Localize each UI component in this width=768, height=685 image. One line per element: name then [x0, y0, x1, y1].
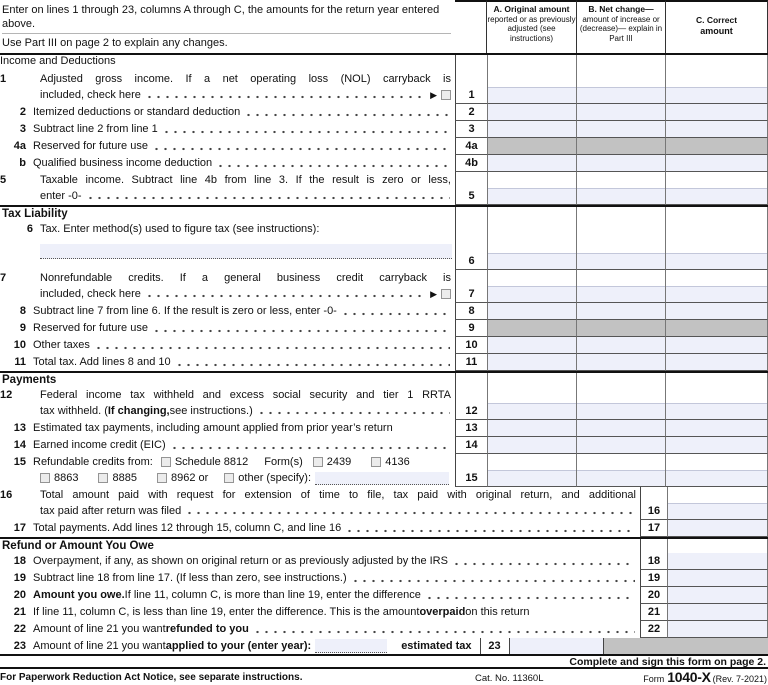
line11-colB-input[interactable] — [577, 354, 665, 370]
header-spacer — [455, 0, 486, 53]
other-checkbox[interactable] — [224, 473, 234, 483]
line13-colA-input[interactable] — [488, 420, 576, 436]
line16-amount-input[interactable] — [668, 503, 767, 519]
line-18-row: 18 Overpayment, if any, as shown on original return or as previously adjusted by the IRS 18 — [0, 553, 768, 570]
section-title: Tax Liability — [0, 207, 455, 221]
line6-colC-input[interactable] — [666, 253, 767, 269]
dot-leader — [145, 95, 424, 99]
line20-amount-input[interactable] — [668, 587, 767, 603]
line-19-row: 19 Subtract line 18 from line 17. (If less than zero, see instructions.) 19 — [0, 570, 768, 587]
line1-colC-input[interactable] — [666, 87, 767, 103]
form-8863-checkbox[interactable] — [40, 473, 50, 483]
line5-colA-input[interactable] — [488, 188, 576, 204]
line-5-row: 5 Taxable income. Subtract line 4b from line 3. If the result is zero or less, enter -0- 5 — [0, 172, 768, 205]
line8-colB-input[interactable] — [577, 303, 665, 319]
dot-leader — [94, 346, 450, 350]
schedule-8812-checkbox[interactable] — [161, 457, 171, 467]
line-15-row: 15 Refundable credits from: Schedule 8812 Form(s) 2439 4136 8863 8885 8962 or other (specify): 15 — [0, 454, 768, 487]
dot-leader — [145, 294, 424, 298]
line15-colA-input[interactable] — [488, 470, 576, 486]
instruction-line-1: Enter on lines 1 through 23, columns A through C, the amounts for the return year entered above. — [2, 3, 451, 34]
line-22-row: 22 Amount of line 21 you want refunded to you 22 — [0, 621, 768, 638]
line6-colA-input[interactable] — [488, 253, 576, 269]
dot-leader — [452, 562, 635, 566]
form-2439-checkbox[interactable] — [313, 457, 323, 467]
dot-leader — [341, 312, 450, 316]
line12-colB-input[interactable] — [577, 403, 665, 419]
line15-colB-input[interactable] — [577, 470, 665, 486]
line1-colA-input[interactable] — [488, 87, 576, 103]
column-a-header: A. Original amount reported or as previously adjusted (see instructions) — [486, 0, 576, 53]
line-14-row: 14 Earned income credit (EIC) 14 — [0, 437, 768, 454]
line4b-colB-input[interactable] — [577, 155, 665, 171]
dot-leader — [170, 446, 450, 450]
line-12-row: 12 Federal income tax withheld and excess social security and tier 1 RRTA tax withheld. ( If changing, see instructions.) 12 — [0, 387, 768, 420]
complete-and-sign-note: Complete and sign this form on page 2. — [0, 656, 768, 669]
form-identifier: Form 1040-X (Rev. 7-2021) — [643, 669, 767, 685]
line10-colA-input[interactable] — [488, 337, 576, 353]
tax-method-input[interactable] — [40, 244, 452, 259]
line23-amount-input[interactable] — [510, 638, 603, 654]
line14-colA-input[interactable] — [488, 437, 576, 453]
line14-colC-input[interactable] — [666, 437, 767, 453]
section-title: Payments — [0, 373, 455, 387]
line2-colB-input[interactable] — [577, 104, 665, 120]
dot-leader — [425, 596, 635, 600]
gbc-carryback-checkbox[interactable] — [441, 289, 451, 299]
line13-colC-input[interactable] — [666, 420, 767, 436]
form-8962-checkbox[interactable] — [157, 473, 167, 483]
catalog-number: Cat. No. 11360L — [475, 673, 543, 684]
line18-amount-input[interactable] — [668, 553, 767, 569]
paperwork-notice: For Paperwork Reduction Act Notice, see separate instructions. — [0, 672, 303, 683]
table-header — [0, 0, 768, 55]
line3-colB-input[interactable] — [577, 121, 665, 137]
line-16-row: 16 Total amount paid with request for extension of time to file, tax paid with original return, and additional tax paid after return was filed 16 — [0, 487, 768, 520]
line9-colC-reserved — [666, 320, 767, 336]
arrow-right-icon: ▶ — [430, 290, 437, 299]
instruction-line-2: Use Part III on page 2 to explain any changes. — [2, 34, 451, 50]
arrow-right-icon: ▶ — [430, 91, 437, 100]
line4b-colC-input[interactable] — [666, 155, 767, 171]
line1-colB-input[interactable] — [577, 87, 665, 103]
dot-leader — [244, 113, 450, 117]
line11-colC-input[interactable] — [666, 354, 767, 370]
line8-colC-input[interactable] — [666, 303, 767, 319]
dot-leader — [152, 329, 450, 333]
nol-carryback-checkbox[interactable] — [441, 90, 451, 100]
line-7-row: 7 Nonrefundable credits. If a general business credit carryback is included, check here ▶ 7 — [0, 270, 768, 303]
line-8-row: 8 Subtract line 7 from line 6. If the result is zero or less, enter -0- 8 — [0, 303, 768, 320]
line19-amount-input[interactable] — [668, 570, 767, 586]
line-20-row: 20 Amount you owe. If line 11, column C, is more than line 19, enter the difference 20 — [0, 587, 768, 604]
line10-colC-input[interactable] — [666, 337, 767, 353]
line-4b-row: b Qualified business income deduction 4b — [0, 155, 768, 172]
line-17-row: 17 Total payments. Add lines 12 through 15, column C, and line 16 17 — [0, 520, 768, 537]
line-13-row: 13 Estimated tax payments, including amount applied from prior year’s return 13 — [0, 420, 768, 437]
line9-colB-reserved — [577, 320, 665, 336]
line4b-colA-input[interactable] — [488, 155, 576, 171]
dot-leader — [185, 511, 635, 515]
other-specify-input[interactable] — [315, 472, 449, 485]
dot-leader — [257, 411, 450, 415]
line-10-row: 10 Other taxes 10 — [0, 337, 768, 354]
line7-colA-input[interactable] — [488, 286, 576, 302]
line2-colC-input[interactable] — [666, 104, 767, 120]
dot-leader — [351, 579, 635, 583]
line7-colC-input[interactable] — [666, 286, 767, 302]
line21-amount-input[interactable] — [668, 604, 767, 620]
page-footer — [0, 669, 768, 684]
section-payments — [0, 371, 768, 387]
line15-colC-input[interactable] — [666, 470, 767, 486]
line-9-row: 9 Reserved for future use 9 — [0, 320, 768, 337]
line2-colA-input[interactable] — [488, 104, 576, 120]
line8-colA-input[interactable] — [488, 303, 576, 319]
dot-leader — [216, 164, 450, 168]
form-8885-checkbox[interactable] — [98, 473, 108, 483]
line11-colA-input[interactable] — [488, 354, 576, 370]
line7-colB-input[interactable] — [577, 286, 665, 302]
section-tax-liability — [0, 205, 768, 221]
line6-colB-input[interactable] — [577, 253, 665, 269]
line-3-row: 3 Subtract line 2 from line 1 3 — [0, 121, 768, 138]
line12-colC-input[interactable] — [666, 403, 767, 419]
form-4136-checkbox[interactable] — [371, 457, 381, 467]
line5-colC-input[interactable] — [666, 188, 767, 204]
dot-leader — [345, 529, 635, 533]
line-4a-row: 4a Reserved for future use 4a — [0, 138, 768, 155]
line23-reserved-area — [603, 638, 768, 654]
line-11-row: 11 Total tax. Add lines 8 and 10 11 — [0, 354, 768, 371]
line4a-colA-reserved — [488, 138, 576, 154]
section-income-and-deductions — [0, 55, 768, 71]
estimated-tax-year-input[interactable] — [315, 639, 387, 653]
dot-leader — [175, 363, 450, 367]
line3-colC-input[interactable] — [666, 121, 767, 137]
line22-amount-input[interactable] — [668, 621, 767, 637]
line10-colB-input[interactable] — [577, 337, 665, 353]
dot-leader — [152, 147, 450, 151]
section-title: Income and Deductions — [0, 55, 455, 71]
line4a-colB-reserved — [577, 138, 665, 154]
line3-colA-input[interactable] — [488, 121, 576, 137]
line17-amount-input[interactable] — [668, 520, 767, 536]
line-21-row: 21 If line 11, column C, is less than line 19, enter the difference. This is the amount overpaid on this return 21 — [0, 604, 768, 621]
line12-colA-input[interactable] — [488, 403, 576, 419]
header-instructions — [0, 0, 455, 53]
column-b-header: B. Net change— amount of increase or (decrease)— explain in Part III — [576, 0, 665, 53]
section-refund-or-amount-you-owe — [0, 537, 768, 553]
line-23-row: 23 Amount of line 21 you want applied to your (enter year): estimated tax 23 — [0, 638, 768, 656]
dot-leader — [253, 630, 635, 634]
line13-colB-input[interactable] — [577, 420, 665, 436]
line-1-row: 1 Adjusted gross income. If a net operating loss (NOL) carryback is included, check here ▶ 1 — [0, 71, 768, 104]
line-6-row: 6 Tax. Enter method(s) used to figure tax (see instructions): 6 — [0, 221, 768, 270]
dot-leader — [86, 196, 450, 200]
column-c-header: C. Correct amount — [665, 0, 768, 53]
line9-colA-reserved — [488, 320, 576, 336]
section-title: Refund or Amount You Owe — [0, 539, 640, 553]
dot-leader — [162, 130, 450, 134]
line5-colB-input[interactable] — [577, 188, 665, 204]
line14-colB-input[interactable] — [577, 437, 665, 453]
line-2-row: 2 Itemized deductions or standard deduction 2 — [0, 104, 768, 121]
line4a-colC-reserved — [666, 138, 767, 154]
